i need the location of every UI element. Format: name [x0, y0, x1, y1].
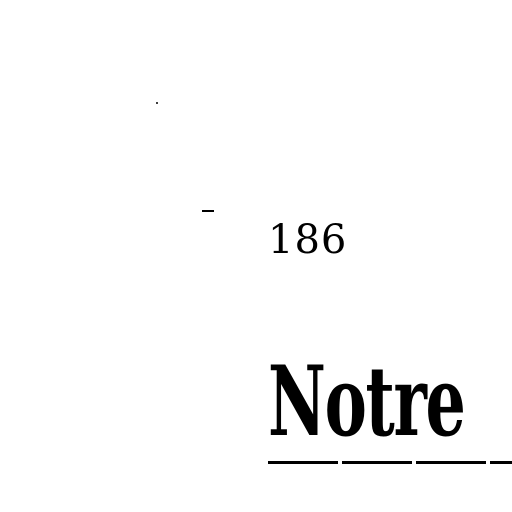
ink-dash — [202, 210, 214, 212]
heading-rule — [268, 461, 512, 464]
section-heading: Notre — [268, 345, 465, 458]
ink-speck — [156, 102, 158, 104]
page-number: 186 — [268, 217, 348, 263]
